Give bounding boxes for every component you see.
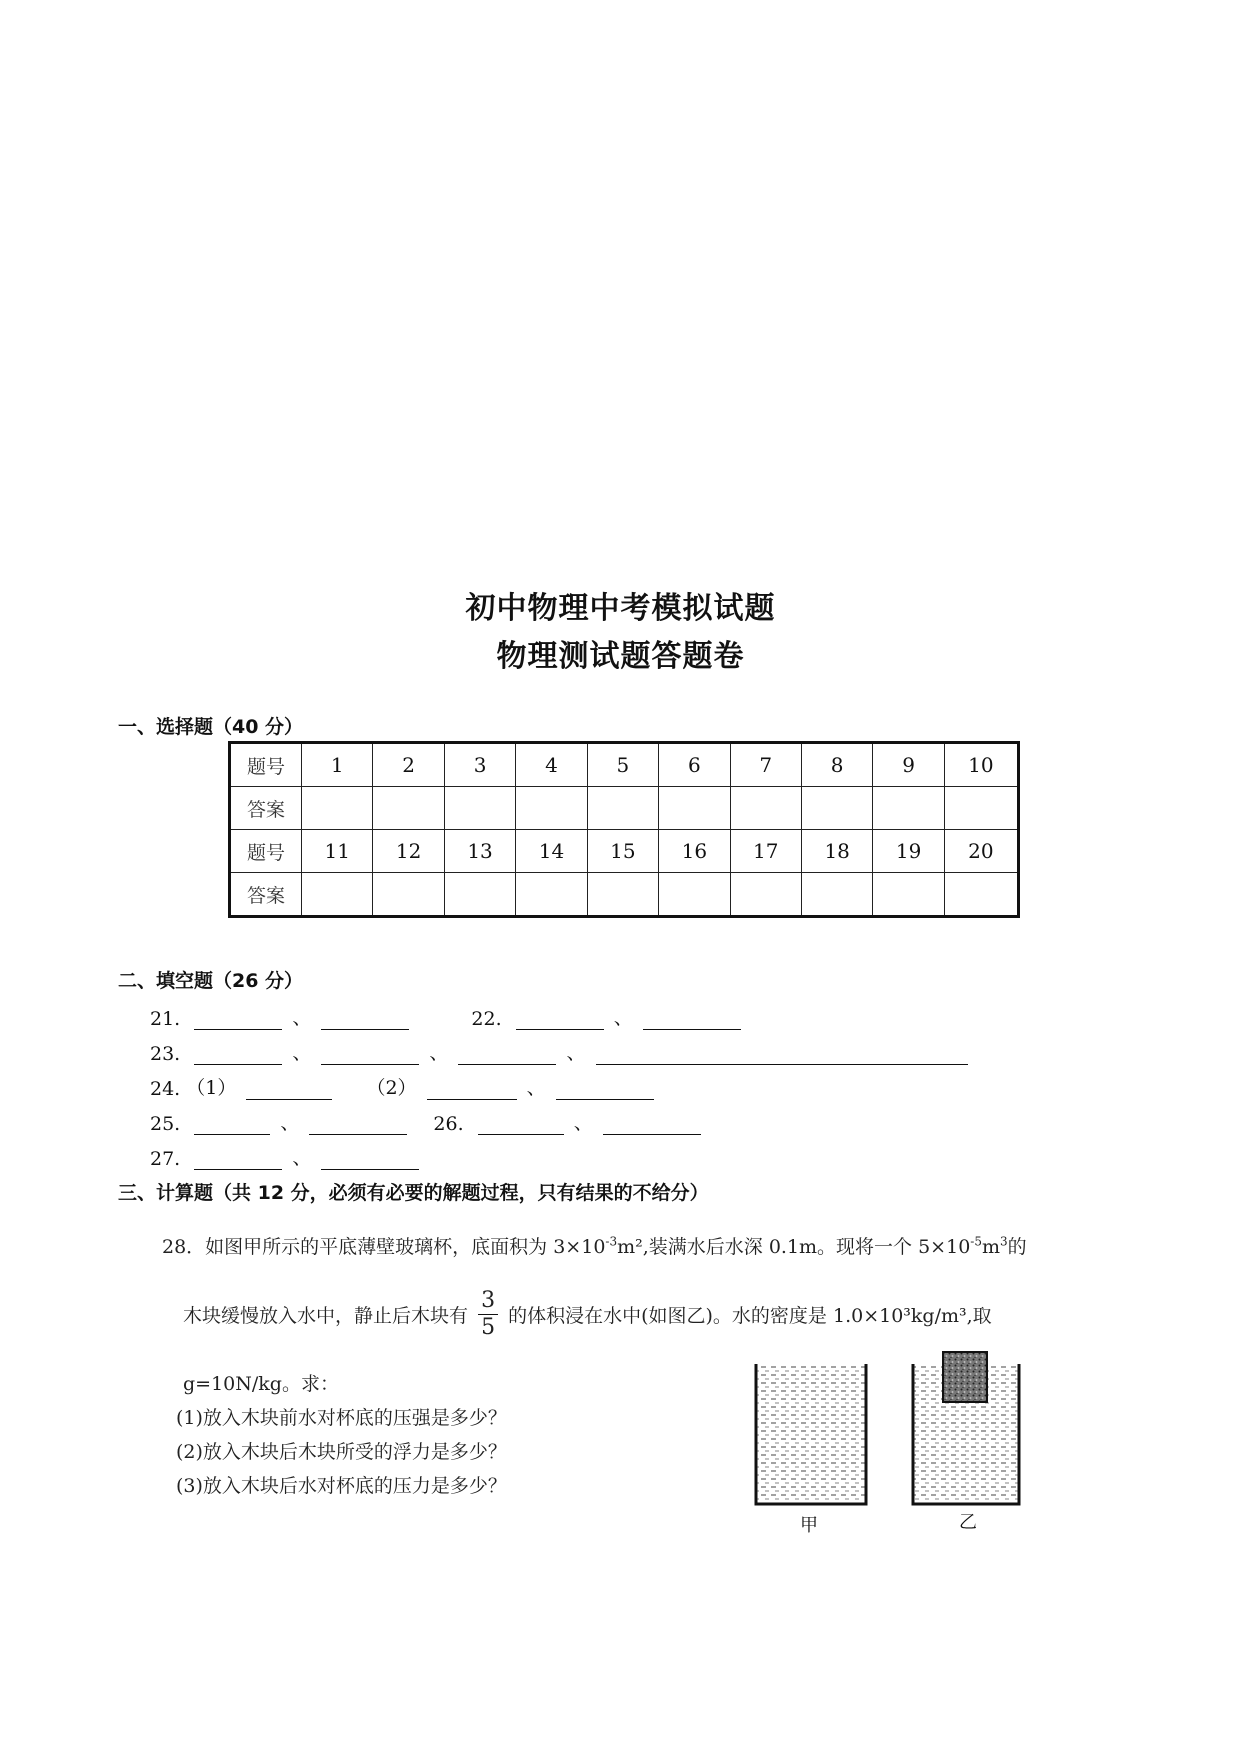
answer-blank[interactable]	[246, 1079, 332, 1100]
exponent: 3	[1000, 1234, 1008, 1249]
exponent: -3	[605, 1234, 618, 1249]
part-label: （1）	[186, 1077, 237, 1099]
fill-row-23	[150, 1038, 968, 1065]
section-calc-heading: 三、计算题（共 12 分，必须有必要的解题过程，只有结果的不给分）	[118, 1182, 709, 1204]
question-text: 木块缓慢放入水中，静止后木块有	[183, 1305, 469, 1327]
answer-cell[interactable]	[659, 873, 730, 917]
question-label: 24.	[150, 1078, 181, 1100]
question-number: 2	[373, 743, 444, 787]
table-row-numbers-2	[230, 830, 1019, 873]
question-text: 的体积浸在水中(如图乙)。水的密度是 1.0×10³kg/m³,取	[508, 1305, 992, 1327]
separator: 、	[280, 1112, 300, 1134]
question-number: 17	[730, 830, 801, 873]
cups-figure	[750, 1340, 1030, 1525]
answer-blank[interactable]	[427, 1079, 517, 1100]
question-number: 6	[659, 743, 730, 787]
answer-blank[interactable]	[309, 1114, 407, 1135]
exponent: -5	[970, 1234, 982, 1249]
question-number: 5	[587, 743, 658, 787]
question-label: 22.	[471, 1008, 502, 1030]
sub-question-2: (2)放入木块后木块所受的浮力是多少？	[176, 1441, 507, 1463]
answer-blank[interactable]	[194, 1009, 282, 1030]
fraction	[478, 1288, 498, 1341]
sub-question-3: (3)放入木块后水对杯底的压力是多少？	[176, 1475, 507, 1497]
answer-cell[interactable]	[302, 787, 373, 830]
answer-cell[interactable]	[730, 787, 801, 830]
answer-cell[interactable]	[516, 873, 587, 917]
question-number: 11	[302, 830, 373, 873]
answer-blank[interactable]	[596, 1044, 968, 1065]
row-label: 答案	[230, 787, 302, 830]
question-text: m	[981, 1236, 1001, 1258]
question-label: 26.	[433, 1113, 464, 1135]
answer-cell[interactable]	[373, 873, 444, 917]
separator: 、	[429, 1042, 449, 1064]
answer-blank[interactable]	[194, 1044, 282, 1065]
answer-blank[interactable]	[516, 1009, 604, 1030]
answer-cell[interactable]	[873, 873, 944, 917]
answer-cell[interactable]	[587, 787, 658, 830]
answer-cell[interactable]	[373, 787, 444, 830]
answer-blank[interactable]	[478, 1114, 564, 1135]
answer-table	[228, 741, 1020, 918]
cup-b	[913, 1352, 1019, 1504]
page-subtitle: 物理测试题答题卷	[496, 639, 745, 674]
question-number: 10	[944, 743, 1018, 787]
question-28-line-3: g=10N/kg。求：	[183, 1373, 339, 1395]
separator: 、	[526, 1077, 546, 1099]
cup-a	[756, 1364, 866, 1504]
part-label: （2）	[366, 1077, 417, 1099]
page-title: 初中物理中考模拟试题	[465, 591, 776, 626]
separator: 、	[613, 1007, 633, 1029]
question-text: 的	[1007, 1236, 1027, 1258]
sub-question-1: (1)放入木块前水对杯底的压强是多少？	[176, 1407, 507, 1429]
answer-cell[interactable]	[944, 787, 1018, 830]
row-label: 题号	[230, 743, 302, 787]
question-number: 9	[873, 743, 944, 787]
question-28-line-1	[162, 1232, 1027, 1259]
table-row-answers-2	[230, 873, 1019, 917]
fraction-numerator: 3	[478, 1288, 498, 1315]
question-number: 16	[659, 830, 730, 873]
question-number: 3	[444, 743, 515, 787]
question-number: 7	[730, 743, 801, 787]
fill-row-25-26	[150, 1108, 701, 1135]
fill-row-27	[150, 1143, 419, 1170]
question-label: 27.	[150, 1148, 181, 1170]
fraction-denominator: 5	[481, 1315, 496, 1340]
table-row-numbers-1	[230, 743, 1019, 787]
row-label: 答案	[230, 873, 302, 917]
answer-blank[interactable]	[194, 1114, 270, 1135]
figure-label-a: 甲	[800, 1515, 818, 1536]
answer-blank[interactable]	[556, 1079, 654, 1100]
fill-row-21-22	[150, 1003, 741, 1030]
figure-label-b: 乙	[959, 1512, 977, 1533]
answer-blank[interactable]	[321, 1009, 409, 1030]
question-number: 14	[516, 830, 587, 873]
answer-blank[interactable]	[458, 1044, 556, 1065]
answer-cell[interactable]	[801, 787, 872, 830]
separator: 、	[292, 1147, 312, 1169]
question-28-line-2	[183, 1288, 992, 1341]
answer-cell[interactable]	[873, 787, 944, 830]
question-number: 1	[302, 743, 373, 787]
question-number: 19	[873, 830, 944, 873]
separator: 、	[566, 1042, 586, 1064]
fill-row-24	[150, 1073, 654, 1100]
question-label: 23.	[150, 1043, 181, 1065]
answer-cell[interactable]	[587, 873, 658, 917]
answer-cell[interactable]	[516, 787, 587, 830]
question-label: 25.	[150, 1113, 181, 1135]
separator: 、	[573, 1112, 593, 1134]
question-number: 4	[516, 743, 587, 787]
question-text: m²,装满水后水深 0.1m。现将一个 5×10	[617, 1236, 971, 1258]
section-fill-heading: 二、填空题（26 分）	[118, 970, 304, 992]
wooden-block	[943, 1352, 987, 1402]
answer-cell[interactable]	[302, 873, 373, 917]
answer-cell[interactable]	[730, 873, 801, 917]
answer-blank[interactable]	[643, 1009, 741, 1030]
answer-blank[interactable]	[603, 1114, 701, 1135]
question-number: 13	[444, 830, 515, 873]
question-text: 28．如图甲所示的平底薄壁玻璃杯，底面积为 3×10	[162, 1236, 606, 1258]
answer-cell[interactable]	[944, 873, 1018, 917]
answer-cell[interactable]	[444, 787, 515, 830]
answer-blank[interactable]	[321, 1044, 419, 1065]
separator: 、	[292, 1007, 312, 1029]
question-number: 20	[944, 830, 1018, 873]
question-number: 12	[373, 830, 444, 873]
question-number: 8	[801, 743, 872, 787]
question-number: 15	[587, 830, 658, 873]
separator: 、	[292, 1042, 312, 1064]
answer-cell[interactable]	[801, 873, 872, 917]
section-choice-heading: 一、选择题（40 分）	[118, 716, 304, 738]
question-label: 21.	[150, 1008, 181, 1030]
answer-cell[interactable]	[659, 787, 730, 830]
row-label: 题号	[230, 830, 302, 873]
answer-blank[interactable]	[194, 1149, 282, 1170]
answer-blank[interactable]	[321, 1149, 419, 1170]
table-row-answers-1	[230, 787, 1019, 830]
answer-cell[interactable]	[444, 873, 515, 917]
question-number: 18	[801, 830, 872, 873]
